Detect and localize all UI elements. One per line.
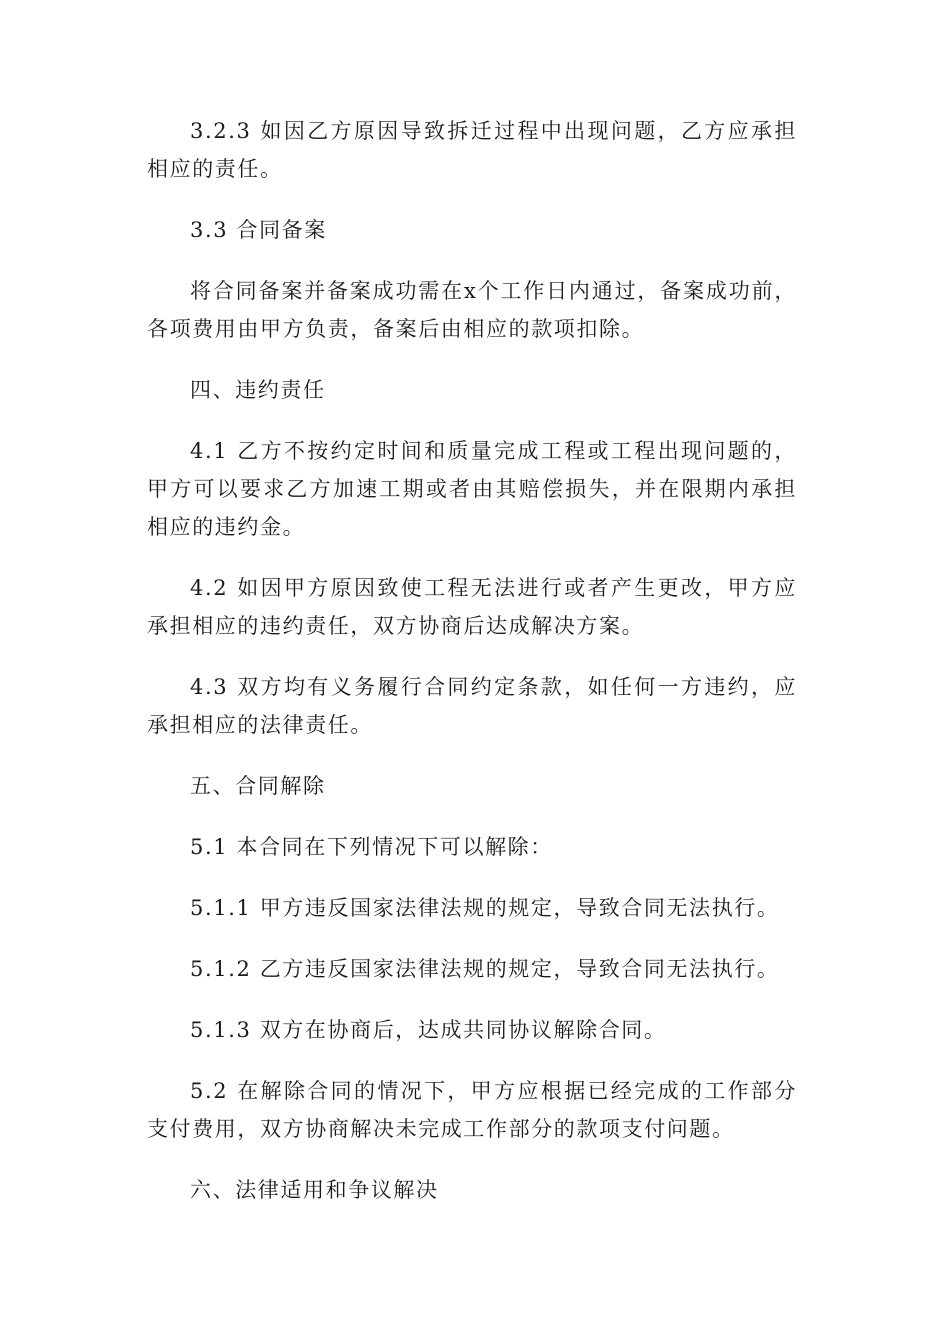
- section-heading-4: 四、违约责任: [190, 378, 326, 402]
- document-body: [147, 112, 797, 1232]
- clause-4-1: 4.1 乙方不按约定时间和质量完成工程或工程出现问题的，甲方可以要求乙方加速工期或者由其赔偿损失，并在限期内承担相应的违约金。: [147, 439, 797, 539]
- clause-4-3: 4.3 双方均有义务履行合同约定条款，如任何一方违约，应承担相应的法律责任。: [147, 675, 797, 737]
- clause-5-2: 5.2 在解除合同的情况下，甲方应根据已经完成的工作部分支付费用，双方协商解决未完成工作部分的款项支付问题。: [147, 1079, 797, 1141]
- section-heading-6: 六、法律适用和争议解决: [190, 1178, 439, 1202]
- clause-3-2-3: 3.2.3 如因乙方原因导致拆迁过程中出现问题，乙方应承担相应的责任。: [147, 119, 797, 181]
- clause-4-2: 4.2 如因甲方原因致使工程无法进行或者产生更改，甲方应承担相应的违约责任，双方协商后达成解决方案。: [147, 576, 797, 638]
- clause-5-1-2: 5.1.2 乙方违反国家法律法规的规定，导致合同无法执行。: [190, 957, 780, 981]
- clause-5-1-1: 5.1.1 甲方违反国家法律法规的规定，导致合同无法执行。: [190, 896, 780, 920]
- clause-filing-text: 将合同备案并备案成功需在x个工作日内通过，备案成功前，各项费用由甲方负责，备案后由相应的款项扣除。: [147, 279, 797, 341]
- section-heading-3-3: 3.3 合同备案: [190, 218, 327, 242]
- section-heading-5: 五、合同解除: [190, 774, 326, 798]
- clause-5-1-3: 5.1.3 双方在协商后，达成共同协议解除合同。: [190, 1018, 667, 1042]
- clause-5-1: 5.1 本合同在下列情况下可以解除：: [190, 835, 553, 859]
